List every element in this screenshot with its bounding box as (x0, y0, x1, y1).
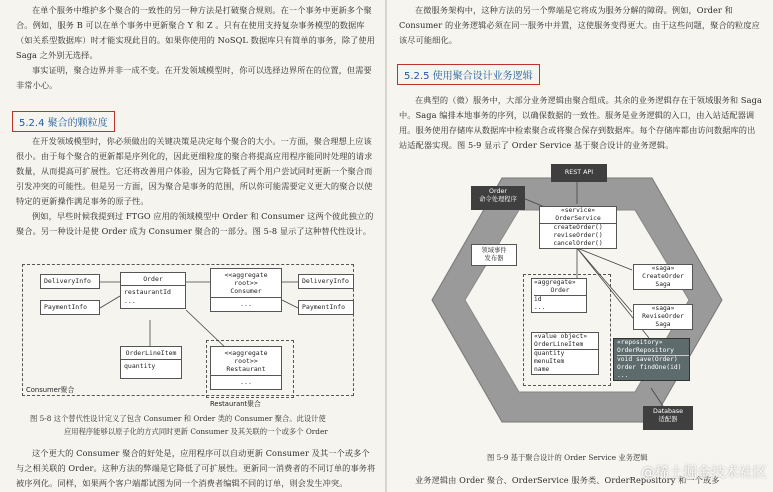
order-class-box: Order restaurantId ... (120, 272, 186, 309)
order-service-box: «service» OrderService createOrder() reviseOrder() cancelOrder() (539, 206, 617, 249)
consumer-aggregate-label: Consumer聚合 (26, 386, 75, 394)
order-repository-box: «repository» OrderRepository void save(Order) Order findOne(id) ... (613, 338, 690, 381)
payment-info-box-1: PaymentInfo (40, 300, 100, 315)
figure-5-8-caption-line-2: 应用程序能够以原子化的方式同时更新 Consumer 及其关联的一个或多个 Order (64, 427, 328, 436)
payment-info-box-2: PaymentInfo (298, 300, 354, 315)
right-paragraph-2: 在典型的（微）服务中，大部分业务逻辑由聚合组成。其余的业务逻辑存在于领域服务和 Saga 中。Saga 编排本地事务的序列，以确保数据的一致性。服务是业务逻辑的入口，由入站适配器调用。服务使用存储库从数据库中检索聚合或将聚合保存到数据库。每个存储库都由访问数据库的出站适配器实现。图 5-9 显示了 Order Service 基于聚合设计的业务逻辑。 (399, 95, 762, 150)
rest-api-box: REST API (551, 164, 607, 182)
left-paragraph-2: 事实证明，聚合边界并非一成不变。在开发领域模型时，你可以选择边界所在的位置，但需要非常小心。 (16, 65, 372, 90)
left-paragraph-5: 这个更大的 Consumer 聚合的好处是，应用程序可以自动更新 Consumer 及其一个或多个与之相关联的 Order。这种方法的弊端是它降低了可扩展性。更新同一消费者的不同订单的事务将被序列化。同样，如果两个客户端都试图为同一个消费者编辑不同的订单，则会发生冲突。 (16, 448, 376, 488)
left-page (0, 0, 385, 492)
order-aggregate-box: «aggregate» Order id ... (531, 278, 587, 313)
left-paragraph-1: 在单个服务中维护多个聚合的一致性的另一种方法是打破聚合规则。在一个事务中更新多个聚合。例如，服务 B 可以在单个事务中更新聚合 Y 和 Z 。只有在使用支持复杂事务模型的数据库（如关系型数据库）时才能实现此目的。如果你使用的 NoSQL 数据库只有简单的事务，除了使用 Saga 之外别无选择。 (16, 5, 375, 60)
order-line-item-box: OrderLineItem quantity (120, 346, 182, 379)
figure-5-9 (427, 160, 727, 432)
left-paragraph-3: 在开发领域模型时，你必须做出的关键决策是决定每个聚合的大小。一方面，聚合理想上应该很小。由于每个聚合的更新都是序列化的，因此更细粒度的聚合将提高应用程序能同时处理的请求数量，从而提高可扩展性。它还将改善用户体验，因为它降低了两个用户尝试同时更新一个聚合而引发冲突的可能性。但是另一方面，因为聚合是事务的范围，所以你可能需要定义更大的聚合以使特定的更新操作满足事务的原子性。 (16, 136, 373, 206)
section-heading-5-2-4: 5.2.4 聚合的颗粒度 (12, 111, 115, 132)
section-heading-5-2-5: 5.2.5 使用聚合设计业务逻辑 (397, 64, 540, 85)
revise-order-saga-box: «saga» ReviseOrder Saga (633, 304, 693, 330)
create-order-saga-box: «saga» CreateOrder Saga (633, 264, 693, 290)
watermark-text: @稀土掘金技术社区 (641, 465, 767, 481)
figure-5-9-caption: 图 5-9 基于聚合设计的 Order Service 业务逻辑 (487, 453, 648, 462)
order-command-handler-box: Order 命令处理程序 (471, 186, 525, 210)
order-line-item-value-object-box: «value object» OrderLineItem quantity menuItem name (531, 332, 599, 375)
domain-event-publisher-box: 领域事件 发布器 (471, 244, 517, 266)
delivery-info-box-1: DeliveryInfo (40, 274, 100, 289)
figure-5-8-caption-line-1: 图 5-8 这个替代性设计定义了包含 Consumer 和 Order 类的 Consumer 聚合。此设计使 (30, 414, 326, 423)
right-paragraph-3: 业务逻辑由 Order 聚合、OrderService 服务类、OrderRepository 和一个或多 (415, 475, 720, 485)
figure-5-8 (20, 262, 365, 408)
right-page (387, 0, 773, 492)
delivery-info-box-2: DeliveryInfo (298, 274, 354, 289)
left-paragraph-4: 例如，早些时候我提到过 FTGO 应用的领域模型中 Order 和 Consumer 这两个彼此独立的聚合。另一种设计是使 Order 成为 Consumer 聚合的一部分。图 5-8 显示了这种替代性设计。 (16, 211, 374, 236)
consumer-aggregate-root-box: <<aggregate root>> Consumer ... (210, 268, 282, 312)
database-adapter-box: Database 适配器 (643, 406, 693, 430)
right-paragraph-1: 在微服务架构中，这种方法的另一个弊端是它将成为服务分解的障碍。例如，Order 和 Consumer 的业务逻辑必须在同一服务中并置，这使服务变得更大。由于这些问题，聚合的粒度应该尽可能细化。 (399, 5, 760, 45)
restaurant-aggregate-label: Restaurant聚合 (210, 400, 261, 408)
restaurant-aggregate-root-box: <<aggregate root>> Restaurant ... (210, 346, 282, 390)
